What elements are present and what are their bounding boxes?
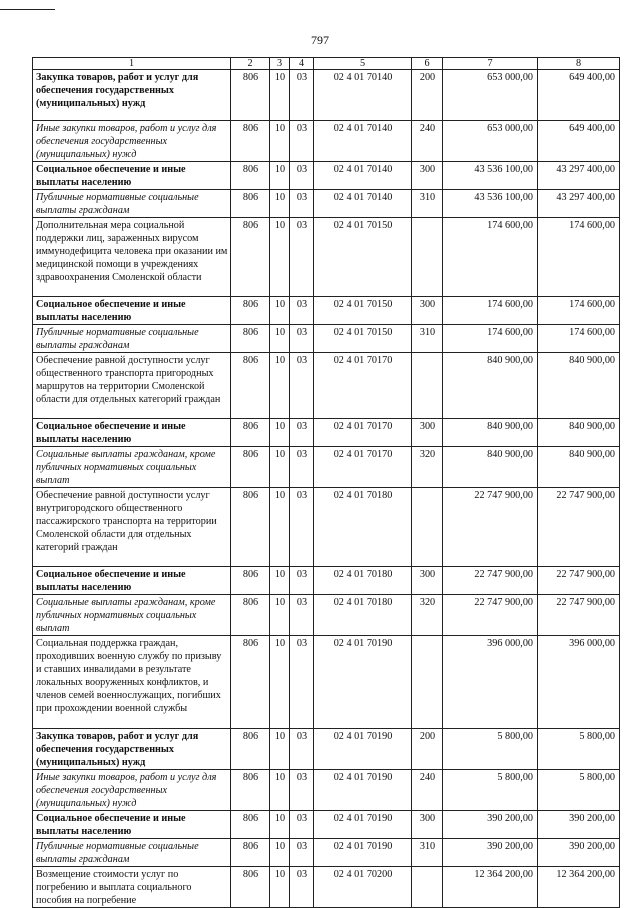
table-cell-expense-type: 200 [412,729,443,770]
table-cell-section: 10 [270,447,290,488]
table-cell-grbs: 806 [231,729,270,770]
table-cell-amount-1: 396 000,00 [443,636,538,729]
table-cell-grbs: 806 [231,121,270,162]
header-row [33,58,620,70]
table-cell-subsection: 03 [290,811,314,839]
table-cell-expense-type: 300 [412,419,443,447]
table-cell-name: Социальное обеспечение и иные выплаты населению [33,297,231,325]
table-cell-expense-type: 300 [412,162,443,190]
table-cell-amount-2: 840 900,00 [538,353,620,419]
table-cell-amount-2: 396 000,00 [538,636,620,729]
table-row [33,218,620,297]
table-cell-section: 10 [270,297,290,325]
table-cell-name: Дополнительная мера социальной поддержки лиц, зараженных вирусом иммунодефицита человека при оказании им медицинской помощи в учреждениях здравоохранения Смоленской области [33,218,231,297]
table-cell-target-article: 02 4 01 70140 [314,121,412,162]
table-cell-amount-2: 840 900,00 [538,419,620,447]
table-cell-amount-1: 390 200,00 [443,811,538,839]
column-header: 3 [270,58,290,70]
table-cell-grbs: 806 [231,70,270,121]
table-cell-name: Иные закупки товаров, работ и услуг для обеспечения государственных (муниципальных) нужд [33,770,231,811]
table-cell-section: 10 [270,595,290,636]
table-cell-subsection: 03 [290,70,314,121]
table-row [33,636,620,729]
corner-scan-mark [0,0,55,10]
table-cell-amount-1: 174 600,00 [443,297,538,325]
table-cell-expense-type [412,636,443,729]
table-cell-target-article: 02 4 01 70170 [314,447,412,488]
table-cell-amount-2: 43 297 400,00 [538,162,620,190]
table-cell-expense-type: 310 [412,190,443,218]
column-header: 7 [443,58,538,70]
table-cell-target-article: 02 4 01 70190 [314,839,412,867]
table-cell-grbs: 806 [231,488,270,567]
table-cell-amount-1: 390 200,00 [443,839,538,867]
table-cell-subsection: 03 [290,595,314,636]
table-cell-expense-type: 320 [412,595,443,636]
table-cell-name: Социальное обеспечение и иные выплаты населению [33,162,231,190]
table-cell-grbs: 806 [231,162,270,190]
table-cell-target-article: 02 4 01 70190 [314,636,412,729]
table-cell-amount-1: 43 536 100,00 [443,162,538,190]
table-cell-section: 10 [270,325,290,353]
table-cell-expense-type: 310 [412,325,443,353]
column-header: 1 [33,58,231,70]
table-cell-expense-type: 300 [412,567,443,595]
table-cell-grbs: 806 [231,839,270,867]
table-cell-target-article: 02 4 01 70170 [314,353,412,419]
table-cell-amount-1: 840 900,00 [443,419,538,447]
table-cell-amount-2: 174 600,00 [538,218,620,297]
table-cell-target-article: 02 4 01 70190 [314,770,412,811]
table-cell-name: Публичные нормативные социальные выплаты гражданам [33,190,231,218]
table-cell-subsection: 03 [290,729,314,770]
table-row [33,567,620,595]
table-cell-amount-2: 390 200,00 [538,839,620,867]
table-cell-amount-2: 43 297 400,00 [538,190,620,218]
table-cell-target-article: 02 4 01 70150 [314,218,412,297]
table-cell-section: 10 [270,867,290,908]
table-cell-amount-1: 12 364 200,00 [443,867,538,908]
table-cell-expense-type: 200 [412,70,443,121]
table-cell-grbs: 806 [231,325,270,353]
column-header: 5 [314,58,412,70]
table-cell-section: 10 [270,218,290,297]
table-cell-name: Социальная поддержка граждан, проходивших военную службу по призыву и ставших инвалидами в результате локальных вооруженных конфликтов, и членов семей военнослужащих, погибших при прохождении военной службы [33,636,231,729]
table-cell-amount-2: 5 800,00 [538,770,620,811]
table-cell-name: Публичные нормативные социальные выплаты гражданам [33,325,231,353]
table-cell-amount-2: 22 747 900,00 [538,595,620,636]
table-cell-name: Обеспечение равной доступности услуг общественного транспорта пригородных маршрутов на территории Смоленской области для отдельных категорий граждан [33,353,231,419]
table-row [33,325,620,353]
table-cell-section: 10 [270,70,290,121]
table-cell-section: 10 [270,729,290,770]
table-cell-name: Социальные выплаты гражданам, кроме публичных нормативных социальных выплат [33,447,231,488]
table-cell-target-article: 02 4 01 70140 [314,162,412,190]
table-cell-expense-type: 300 [412,297,443,325]
table-cell-expense-type: 310 [412,839,443,867]
table-cell-target-article: 02 4 01 70180 [314,595,412,636]
table-cell-target-article: 02 4 01 70200 [314,867,412,908]
table-cell-name: Закупка товаров, работ и услуг для обеспечения государственных (муниципальных) нужд [33,729,231,770]
column-header: 4 [290,58,314,70]
table-cell-expense-type [412,218,443,297]
table-cell-subsection: 03 [290,190,314,218]
table-cell-section: 10 [270,419,290,447]
table-cell-amount-1: 840 900,00 [443,353,538,419]
table-cell-expense-type [412,353,443,419]
table-cell-target-article: 02 4 01 70150 [314,297,412,325]
table-cell-section: 10 [270,811,290,839]
table-cell-subsection: 03 [290,636,314,729]
column-header: 6 [412,58,443,70]
table-cell-expense-type: 300 [412,811,443,839]
table-cell-subsection: 03 [290,121,314,162]
table-cell-target-article: 02 4 01 70170 [314,419,412,447]
table-cell-target-article: 02 4 01 70180 [314,567,412,595]
table-cell-amount-1: 22 747 900,00 [443,567,538,595]
table-row [33,70,620,121]
table-cell-subsection: 03 [290,567,314,595]
table-cell-amount-1: 840 900,00 [443,447,538,488]
table-cell-grbs: 806 [231,297,270,325]
table-cell-name: Социальные выплаты гражданам, кроме публичных нормативных социальных выплат [33,595,231,636]
table-row [33,770,620,811]
table-cell-subsection: 03 [290,297,314,325]
table-row [33,729,620,770]
table-cell-expense-type [412,488,443,567]
table-cell-amount-1: 22 747 900,00 [443,488,538,567]
table-cell-target-article: 02 4 01 70140 [314,70,412,121]
table-row [33,353,620,419]
table-cell-name: Социальное обеспечение и иные выплаты населению [33,567,231,595]
table-row [33,162,620,190]
table-cell-target-article: 02 4 01 70190 [314,729,412,770]
table-cell-amount-2: 174 600,00 [538,297,620,325]
table-cell-section: 10 [270,353,290,419]
table-cell-amount-1: 174 600,00 [443,218,538,297]
table-cell-name: Социальное обеспечение и иные выплаты населению [33,419,231,447]
table-cell-expense-type: 320 [412,447,443,488]
table-cell-amount-1: 22 747 900,00 [443,595,538,636]
table-row [33,419,620,447]
table-cell-grbs: 806 [231,636,270,729]
table-cell-section: 10 [270,121,290,162]
table-cell-target-article: 02 4 01 70150 [314,325,412,353]
table-row [33,839,620,867]
table-cell-section: 10 [270,770,290,811]
table-cell-expense-type: 240 [412,770,443,811]
table-cell-grbs: 806 [231,595,270,636]
table-cell-section: 10 [270,567,290,595]
table-cell-amount-2: 174 600,00 [538,325,620,353]
table-cell-amount-1: 5 800,00 [443,770,538,811]
table-cell-subsection: 03 [290,770,314,811]
table-cell-section: 10 [270,190,290,218]
table-cell-amount-1: 174 600,00 [443,325,538,353]
table-row [33,811,620,839]
table-cell-grbs: 806 [231,770,270,811]
table-cell-name: Обеспечение равной доступности услуг внутригородского общественного пассажирского транспорта на территории Смоленской области для отдельных категорий граждан [33,488,231,567]
table-cell-section: 10 [270,839,290,867]
table-cell-amount-2: 22 747 900,00 [538,567,620,595]
table-row [33,121,620,162]
table-cell-amount-2: 22 747 900,00 [538,488,620,567]
table-cell-target-article: 02 4 01 70140 [314,190,412,218]
column-header: 8 [538,58,620,70]
table-cell-amount-2: 12 364 200,00 [538,867,620,908]
table-cell-name: Закупка товаров, работ и услуг для обеспечения государственных (муниципальных) нужд [33,70,231,121]
table-cell-grbs: 806 [231,353,270,419]
column-header: 2 [231,58,270,70]
table-row [33,190,620,218]
table-row [33,447,620,488]
table-cell-subsection: 03 [290,867,314,908]
table-row [33,297,620,325]
table-cell-name: Публичные нормативные социальные выплаты гражданам [33,839,231,867]
table-cell-grbs: 806 [231,567,270,595]
table-cell-amount-1: 43 536 100,00 [443,190,538,218]
table-cell-expense-type [412,867,443,908]
table-cell-amount-1: 5 800,00 [443,729,538,770]
table-cell-target-article: 02 4 01 70190 [314,811,412,839]
table-cell-subsection: 03 [290,419,314,447]
table-cell-grbs: 806 [231,447,270,488]
table-cell-subsection: 03 [290,447,314,488]
table-cell-amount-2: 390 200,00 [538,811,620,839]
table-cell-grbs: 806 [231,867,270,908]
table-cell-grbs: 806 [231,190,270,218]
table-cell-name: Возмещение стоимости услуг по погребению и выплата социального пособия на погребение [33,867,231,908]
table-row [33,867,620,908]
table-row [33,595,620,636]
table-cell-section: 10 [270,488,290,567]
table-cell-amount-1: 653 000,00 [443,70,538,121]
table-cell-subsection: 03 [290,839,314,867]
table-cell-name: Социальное обеспечение и иные выплаты населению [33,811,231,839]
table-cell-subsection: 03 [290,353,314,419]
table-cell-amount-2: 649 400,00 [538,121,620,162]
table-cell-section: 10 [270,162,290,190]
table-cell-target-article: 02 4 01 70180 [314,488,412,567]
page-number: 797 [311,33,329,47]
table-cell-amount-2: 649 400,00 [538,70,620,121]
table-cell-grbs: 806 [231,419,270,447]
table-cell-subsection: 03 [290,218,314,297]
table-row [33,488,620,567]
table-cell-subsection: 03 [290,488,314,567]
table-cell-section: 10 [270,636,290,729]
table-cell-expense-type: 240 [412,121,443,162]
table-cell-amount-1: 653 000,00 [443,121,538,162]
budget-table [32,57,620,908]
table-cell-grbs: 806 [231,218,270,297]
table-cell-amount-2: 5 800,00 [538,729,620,770]
table-cell-grbs: 806 [231,811,270,839]
table-cell-amount-2: 840 900,00 [538,447,620,488]
table-cell-name: Иные закупки товаров, работ и услуг для обеспечения государственных (муниципальных) нужд [33,121,231,162]
table-cell-subsection: 03 [290,325,314,353]
table-cell-subsection: 03 [290,162,314,190]
